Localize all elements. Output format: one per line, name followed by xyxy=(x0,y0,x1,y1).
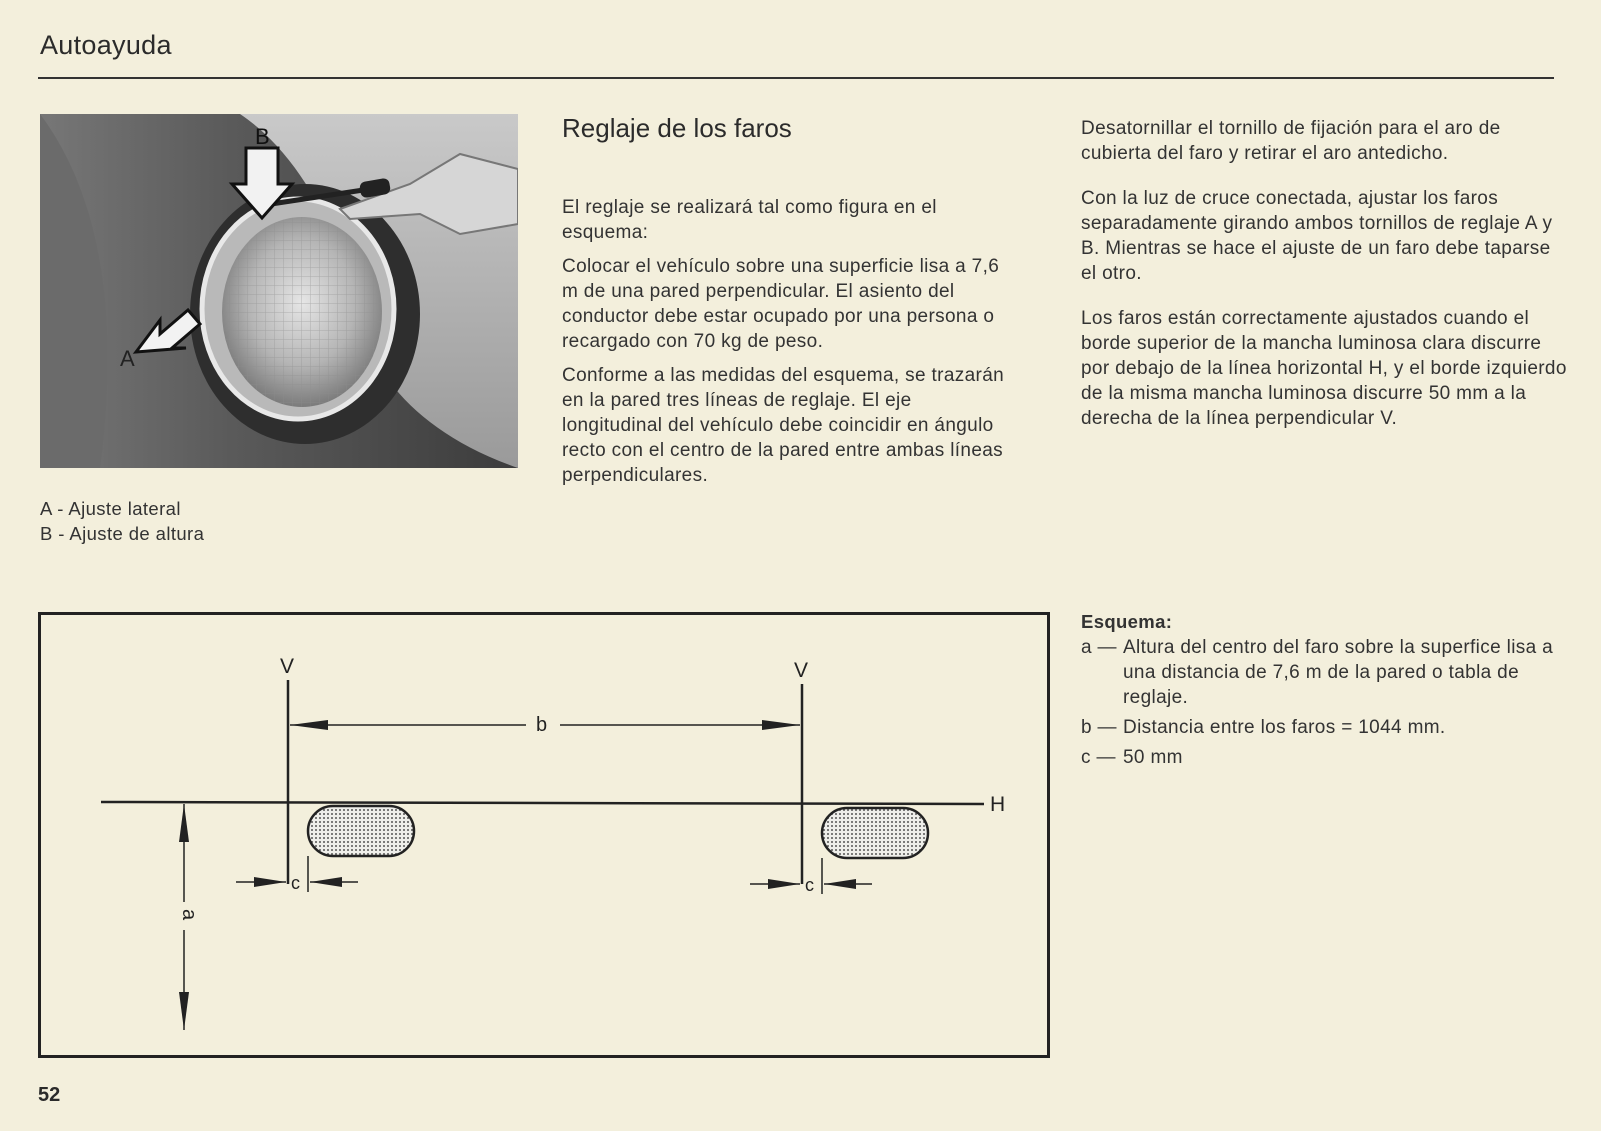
photo-label-b: B xyxy=(255,124,270,149)
paragraph: Conforme a las medidas del esquema, se trazarán en la pared tres líneas de reglaje. El eje longitudinal del vehículo debe coincidir en ángulo recto con el centro de la pared entre ambas líneas perpendiculares. xyxy=(562,365,1005,486)
arrow-b-right xyxy=(762,720,800,730)
light-spot-right xyxy=(822,808,928,858)
photo-caption xyxy=(40,496,204,546)
paragraph: Colocar el vehículo sobre una superficie lisa a 7,6 m de una pared perpendicular. El asiento del conductor debe estar ocupado por una persona o recargado con 70 kg de peso. xyxy=(562,256,1000,352)
paragraph: Desatornillar el tornillo de fijación para el aro de cubierta del faro y retirar el aro antedicho. xyxy=(1081,118,1501,164)
paragraph: Con la luz de cruce conectada, ajustar los faros separadamente girando ambos tornillos de reglaje A y B. Mientras se hace el ajuste de un faro debe taparse el otro. xyxy=(1081,188,1553,284)
article-column-2 xyxy=(1081,116,1571,451)
legend-key: b — xyxy=(1081,717,1117,738)
paragraph: Los faros están correctamente ajustados cuando el borde superior de la mancha luminosa clara discurre por debajo de la línea horizontal H, y el borde izquierdo de la misma mancha luminosa discurre 50 mm a la derecha de la línea perpendicular V. xyxy=(1081,308,1567,429)
arrow-a-top xyxy=(179,804,189,842)
legend-key: a — xyxy=(1081,637,1117,658)
arrow-b-left xyxy=(290,720,328,730)
label-c-left: c xyxy=(291,873,300,893)
article-column-1 xyxy=(562,195,1017,497)
arrow-a-bottom xyxy=(179,992,189,1030)
caption-line-b: B - Ajuste de altura xyxy=(40,523,205,544)
legend-item xyxy=(1081,635,1571,710)
headlight-photo xyxy=(40,114,518,468)
label-v-left: V xyxy=(280,655,295,678)
label-h: H xyxy=(990,793,1006,816)
label-c-right: c xyxy=(805,875,814,895)
diagram-legend xyxy=(1081,609,1571,775)
header-rule xyxy=(38,77,1554,79)
caption-line-a: A - Ajuste lateral xyxy=(40,498,181,519)
paragraph: El reglaje se realizará tal como figura en el esquema: xyxy=(562,197,937,243)
legend-key: c — xyxy=(1081,747,1116,768)
legend-text: Distancia entre los faros = 1044 mm. xyxy=(1123,717,1446,738)
legend-title: Esquema: xyxy=(1081,611,1173,632)
light-spot-left xyxy=(308,806,414,856)
legend-text: 50 mm xyxy=(1123,747,1183,768)
label-b: b xyxy=(536,714,548,736)
label-v-right: V xyxy=(794,659,809,682)
legend-item xyxy=(1081,745,1571,770)
legend-item xyxy=(1081,715,1571,740)
section-title: Autoayuda xyxy=(40,30,172,60)
legend-text: Altura del centro del faro sobre la superfice lisa a una distancia de 7,6 m de la pared o tabla de reglaje. xyxy=(1123,637,1554,708)
page-number: 52 xyxy=(38,1084,61,1106)
horizontal-line-h xyxy=(101,802,984,804)
article-heading: Reglaje de los faros xyxy=(562,113,792,143)
photo-label-a: A xyxy=(120,346,135,371)
alignment-diagram xyxy=(38,612,1050,1058)
label-a: a xyxy=(178,909,200,921)
